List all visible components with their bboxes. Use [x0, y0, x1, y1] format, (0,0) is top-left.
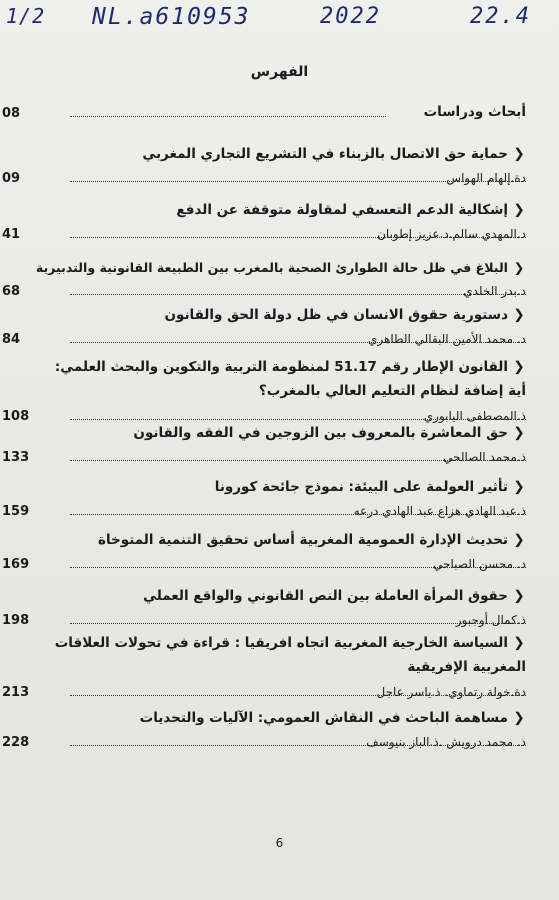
toc-entry-title: ❮مساهمة الباحث في النقاش العمومي: الآليات والتحديات: [36, 708, 526, 729]
toc-entry: [2, 530, 526, 573]
toc-line: [2, 446, 526, 466]
toc-entry-author: ذ.كمال أوجبور: [455, 613, 526, 627]
chevron-icon: ❮: [513, 710, 525, 726]
toc-entry-author: ذ.عبد الهادي هزاع عبد الهادي درعه: [353, 504, 526, 518]
toc-entry-title: ❮حقوق المرأة العاملة بين النص القانوني والواقع العملي: [36, 586, 526, 607]
handwritten-year: 2022: [320, 4, 381, 29]
toc-entry-author: د.بدر الخلدي: [463, 284, 526, 298]
handwritten-page-mark: 1/2: [6, 4, 46, 28]
chevron-icon: ❮: [513, 260, 525, 275]
toc-entry-title: ❮البلاغ في ظل حالة الطوارئ الصحية بالمغرب بين الطبيعة القانونية والتدبيرية: [36, 257, 526, 278]
toc-line: [2, 280, 526, 300]
toc-entry-author: د.المهدي سالم.د.عزيز إطوبان: [377, 227, 526, 241]
leader-dots: [70, 567, 526, 568]
toc-entry-author: ذ. محمد درويش .ذ.الباز بنيوسف: [366, 735, 526, 749]
index-title: الفهرس: [250, 64, 309, 80]
leader-dots: [70, 460, 526, 461]
toc-entry-title: ❮السياسة الخارجية المغربية اتجاه افريقيا : قراءة في تحولات العلاقات المغربية الإفريقية: [36, 631, 526, 679]
leader-dots: [70, 294, 526, 295]
toc-page-number: 41: [2, 227, 21, 242]
chevron-icon: ❮: [513, 479, 525, 495]
toc-entry-author: ذ.المصطفى اليابوري: [423, 409, 526, 423]
handwritten-date: 22.4: [470, 4, 531, 29]
toc-line: [2, 553, 526, 573]
chevron-icon: ❮: [513, 307, 525, 323]
toc-entry-title: ❮دستورية حقوق الانسان في ظل دولة الحق والقانون: [36, 305, 526, 326]
toc-line: [2, 328, 526, 348]
toc-page-number: 228: [2, 735, 30, 750]
chevron-icon: ❮: [513, 359, 525, 375]
toc-entry: [2, 423, 526, 466]
toc-entry-title: ❮تأثير العولمة على البيئة: نموذج جائحة كورونا: [36, 477, 526, 498]
toc-page-number: 198: [2, 613, 30, 628]
toc-entry: [2, 355, 526, 425]
leader-dots: [70, 419, 526, 420]
toc-page-number: 213: [2, 685, 30, 700]
toc-entry: [2, 144, 526, 187]
toc-page-number: 108: [2, 409, 30, 424]
toc-line: [2, 167, 526, 187]
toc-entry-title: ❮إشكالية الدعم التعسفي لمقاولة متوقفة عن الدفع: [36, 200, 526, 221]
toc-page-number: 09: [2, 171, 21, 186]
toc-line: [2, 681, 526, 701]
toc-line: [2, 609, 526, 629]
toc-entry: [2, 708, 526, 751]
toc-entry: [2, 477, 526, 520]
toc-line: [2, 731, 526, 751]
toc-page-number: 68: [2, 284, 21, 299]
leader-dots: [70, 514, 526, 515]
toc-entry-title: ❮حماية حق الاتصال بالزبناء في التشريع التجاري المغربي: [36, 144, 526, 165]
toc-entry-title: ❮حق المعاشرة بالمعروف بين الزوجين في الفقه والقانون: [36, 423, 526, 444]
toc-page-number: 169: [2, 557, 30, 572]
handwritten-reference: NL.a610953: [92, 4, 251, 30]
leader-dots: [70, 623, 526, 624]
toc-entry-author: ذ.محمد الصالحي: [443, 450, 526, 464]
toc-entry-title: ❮تحديث الإدارة العمومية المغربية أساس تحقيق التنمية المتوخاة: [36, 530, 526, 551]
toc-line: [2, 405, 526, 425]
leader-dots: [70, 745, 526, 746]
toc-page-number: 08: [2, 106, 21, 121]
chevron-icon: ❮: [513, 425, 525, 441]
leader-dots: [70, 342, 526, 343]
toc-entry-author: دة.إلهام الهواس: [446, 171, 526, 185]
leader-dots: [70, 237, 526, 238]
toc-entry: [2, 200, 526, 243]
page-number: 6: [275, 836, 284, 850]
toc-line: [2, 223, 526, 243]
toc-entry: [2, 257, 526, 300]
chevron-icon: ❮: [513, 146, 525, 162]
chevron-icon: ❮: [513, 635, 525, 651]
toc-page-number: 133: [2, 450, 30, 465]
toc-entry: [2, 305, 526, 348]
leader-dots: [70, 181, 526, 182]
leader-dots: [70, 116, 386, 117]
toc-page-number: 159: [2, 504, 30, 519]
chevron-icon: ❮: [513, 588, 525, 604]
leader-dots: [70, 695, 526, 696]
toc-entry-author: دة.خولة رتماوي. ذ.ياسر عاجل: [376, 685, 526, 699]
toc-entry-title: أبحاث ودراسات: [423, 104, 526, 120]
toc-line: [2, 500, 526, 520]
toc-entry-author: د. محمد الأمين البقالي الطاهري: [367, 332, 526, 346]
toc-page-number: 84: [2, 332, 21, 347]
toc-entry: [2, 100, 526, 122]
toc-entry: [2, 586, 526, 629]
toc-entry-author: د. محسن الصباحي: [433, 557, 526, 571]
toc-entry-title: ❮القانون الإطار رقم 51.17 لمنظومة التربية والتكوين والبحث العلمي: أية إضافة لنظام التعليم العالي بالمغرب؟: [36, 355, 526, 403]
chevron-icon: ❮: [513, 532, 525, 548]
toc-entry: [2, 631, 526, 701]
toc-line: [2, 102, 526, 122]
chevron-icon: ❮: [513, 202, 525, 218]
